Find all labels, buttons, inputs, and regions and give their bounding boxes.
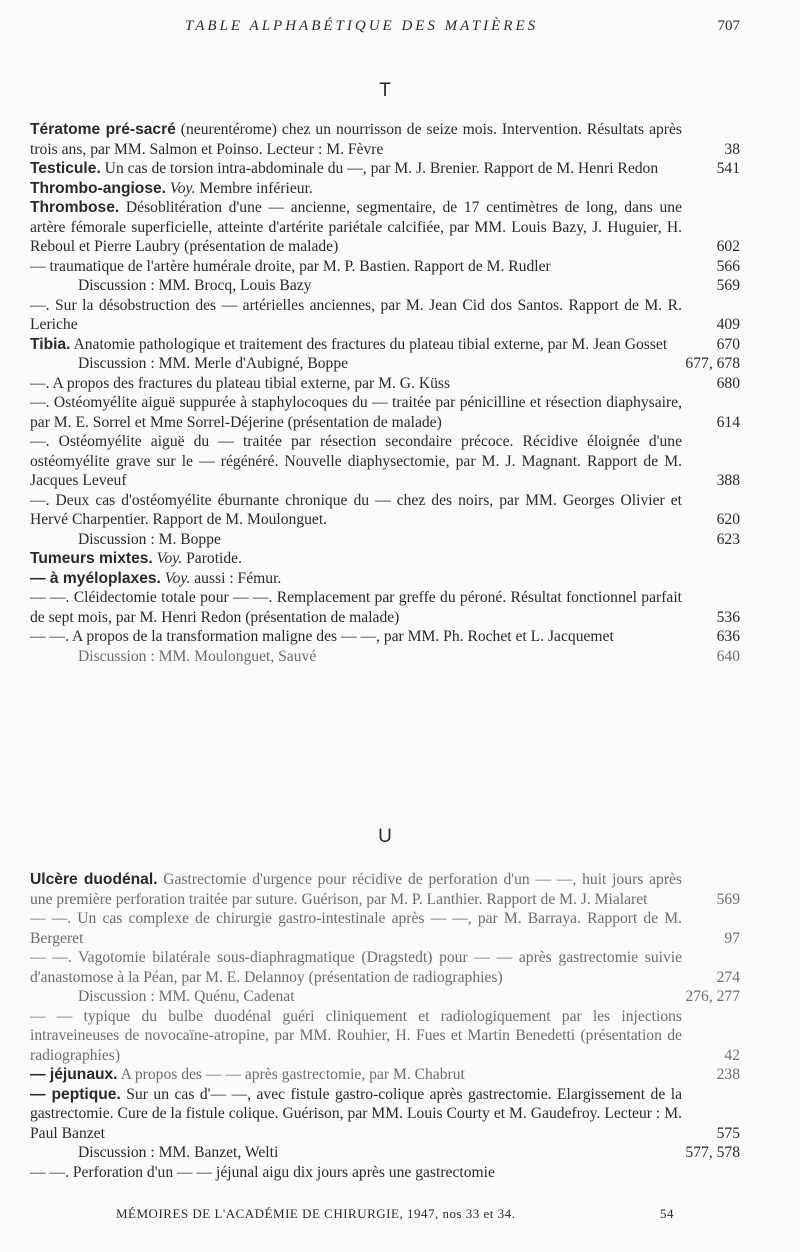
index-entry: Thrombose. Désoblitération d'une — ancienne, segmentaire, de 17 centimètres de long, dans une artère fémorale superficielle, atteinte d'artérite pariétale calcifiée, par MM. Louis Bazy, J. Huguier, H. Reboul et Pierre Laubry (présentation de malade) 602 <box>30 199 740 255</box>
entry-page: 575 <box>716 1124 740 1142</box>
section-letter-u: U <box>378 826 392 847</box>
entry-page: 536 <box>716 608 740 626</box>
index-entry: — à myéloplaxes. Voy. aussi : Fémur. <box>30 569 282 587</box>
entry-page: 577, 578 <box>685 1144 740 1161</box>
entry-page: 677, 678 <box>685 355 740 372</box>
index-entry: Tibia. Anatomie pathologique et traitement des fractures du plateau tibial externe, par M. Jean Gosset 670 <box>30 335 740 353</box>
index-section-u <box>30 870 740 1182</box>
discussion-entry: Discussion : MM. Quénu, Cadenat 276, 277 <box>78 988 740 1005</box>
entry-page: 569 <box>716 890 740 908</box>
index-entry: Testicule. Un cas de torsion intra-abdominale du —, par M. J. Brenier. Rapport de M. Henri Redon 541 <box>30 160 740 177</box>
entry-page: 276, 277 <box>685 988 740 1005</box>
entry-page: 541 <box>716 160 740 177</box>
index-entry: Tumeurs mixtes. Voy. Parotide. <box>30 550 242 567</box>
discussion-entry: Discussion : MM. Banzet, Welti 577, 578 <box>78 1144 740 1161</box>
index-entry: —. Sur la désobstruction des — artérielles anciennes, par M. Jean Cid dos Santos. Rapport de M. R. Leriche 409 <box>30 296 740 333</box>
entry-page: 670 <box>716 335 740 353</box>
page-number: 707 <box>717 18 740 34</box>
entry-page: 623 <box>716 530 740 548</box>
index-entry: — jéjunaux. A propos des — — après gastrectomie, par M. Chabrut 238 <box>30 1066 740 1083</box>
signature-number: 54 <box>660 1206 674 1221</box>
discussion-entry: Discussion : MM. Moulonguet, Sauvé 640 <box>78 647 740 665</box>
index-entry: — —. Perforation d'un — — jéjunal aigu dix jours après une gastrectomie <box>30 1163 495 1181</box>
discussion-entry: Discussion : MM. Brocq, Louis Bazy 569 <box>78 277 740 294</box>
journal-citation: MÉMOIRES DE L'ACADÉMIE DE CHIRURGIE, 1947, nos 33 et 34. <box>116 1206 516 1221</box>
index-entry: — traumatique de l'artère humérale droite, par M. P. Bastien. Rapport de M. Rudler 566 <box>30 257 740 275</box>
entry-page: 238 <box>716 1066 740 1083</box>
index-entry: — —. Cléidectomie totale pour — —. Remplacement par greffe du péroné. Résultat fonctionnel parfait de sept mois, par M. Henri Redon (présentation de malade) 536 <box>30 589 740 626</box>
entry-page: 569 <box>716 277 740 294</box>
index-entry: Ulcère duodénal. Gastrectomie d'urgence pour récidive de perforation d'un — —, huit jours après une première perforation traitée par suture. Guérison, par M. P. Lanthier. Rapport de M. J. Mialaret 569 <box>30 871 740 908</box>
entry-page: 97 <box>724 929 740 947</box>
discussion-entry: Discussion : M. Boppe 623 <box>78 530 740 548</box>
entry-page: 602 <box>716 238 740 255</box>
index-entry: — peptique. Sur un cas d'— —, avec fistule gastro-colique après gastrectomie. Elargissement de la gastrectomie. Cure de la fistule colique. Guérison, par MM. Louis Courty et M. Gaudefroy. Lecteur : M. Paul Banzet 575 <box>30 1085 740 1142</box>
entry-page: 640 <box>716 647 740 665</box>
entry-page: 388 <box>716 472 740 489</box>
index-entry: —. A propos des fractures du plateau tibial externe, par M. G. Küss 680 <box>30 374 740 392</box>
index-entry: — —. Un cas complexe de chirurgie gastro-intestinale après — —, par M. Barraya. Rapport de M. Bergeret 97 <box>30 910 740 947</box>
entry-page: 409 <box>716 316 740 333</box>
section-letter-t: T <box>379 80 391 101</box>
index-entry: —. Ostéomyélite aiguë suppurée à staphylocoques du — traitée par pénicilline et résection diaphysaire, par M. E. Sorrel et Mme Sorrel-Déjerine (présentation de malade) 614 <box>30 394 740 431</box>
entry-page: 636 <box>716 628 740 645</box>
index-section-t <box>30 120 740 666</box>
entry-page: 620 <box>716 511 740 528</box>
index-entry: Tératome pré-sacré (neurentérome) chez un nourrisson de seize mois. Intervention. Résultats après trois ans, par MM. Salmon et Poinso. Lecteur : M. Fèvre 38 <box>30 121 740 158</box>
index-entry: —. Deux cas d'ostéomyélite éburnante chronique du — chez des noirs, par MM. Georges Olivier et Hervé Charpentier. Rapport de M. Moulonguet. 620 <box>30 491 740 528</box>
discussion-entry: Discussion : MM. Merle d'Aubigné, Boppe 677, 678 <box>78 355 740 372</box>
entry-page: 38 <box>724 140 740 158</box>
entry-page: 566 <box>716 257 740 275</box>
running-header <box>30 18 740 42</box>
entry-page: 274 <box>716 968 740 986</box>
running-title: TABLE ALPHABÉTIQUE DES MATIÈRES <box>185 18 539 34</box>
entry-page: 42 <box>724 1046 740 1064</box>
entry-page: 680 <box>716 374 740 392</box>
index-entry: — — typique du bulbe duodénal guéri cliniquement et radiologiquement par les injections intraveineuses de novocaïne-atropine, par MM. Rouhier, H. Fues et Martin Benedetti (présentation de radiographies) 42 <box>30 1007 740 1064</box>
index-entry: — —. A propos de la transformation maligne des — —, par MM. Ph. Rochet et L. Jacquemet 636 <box>30 628 740 645</box>
entry-page: 614 <box>716 413 740 431</box>
index-entry: Thrombo-angiose. Voy. Membre inférieur. <box>30 179 313 197</box>
index-entry: —. Ostéomyélite aiguë du — traitée par résection secondaire précoce. Récidive éloignée d'une ostéomyélite grave sur le — régénéré. Nouvelle diaphysectomie, par M. J. Magnant. Rapport de M. Jacques Leveuf 388 <box>30 433 740 489</box>
index-entry: — —. Vagotomie bilatérale sous-diaphragmatique (Dragstedt) pour — — après gastrectomie suivie d'anastomose à la Péan, par M. E. Delannoy (présentation de radiographies) 274 <box>30 949 740 986</box>
